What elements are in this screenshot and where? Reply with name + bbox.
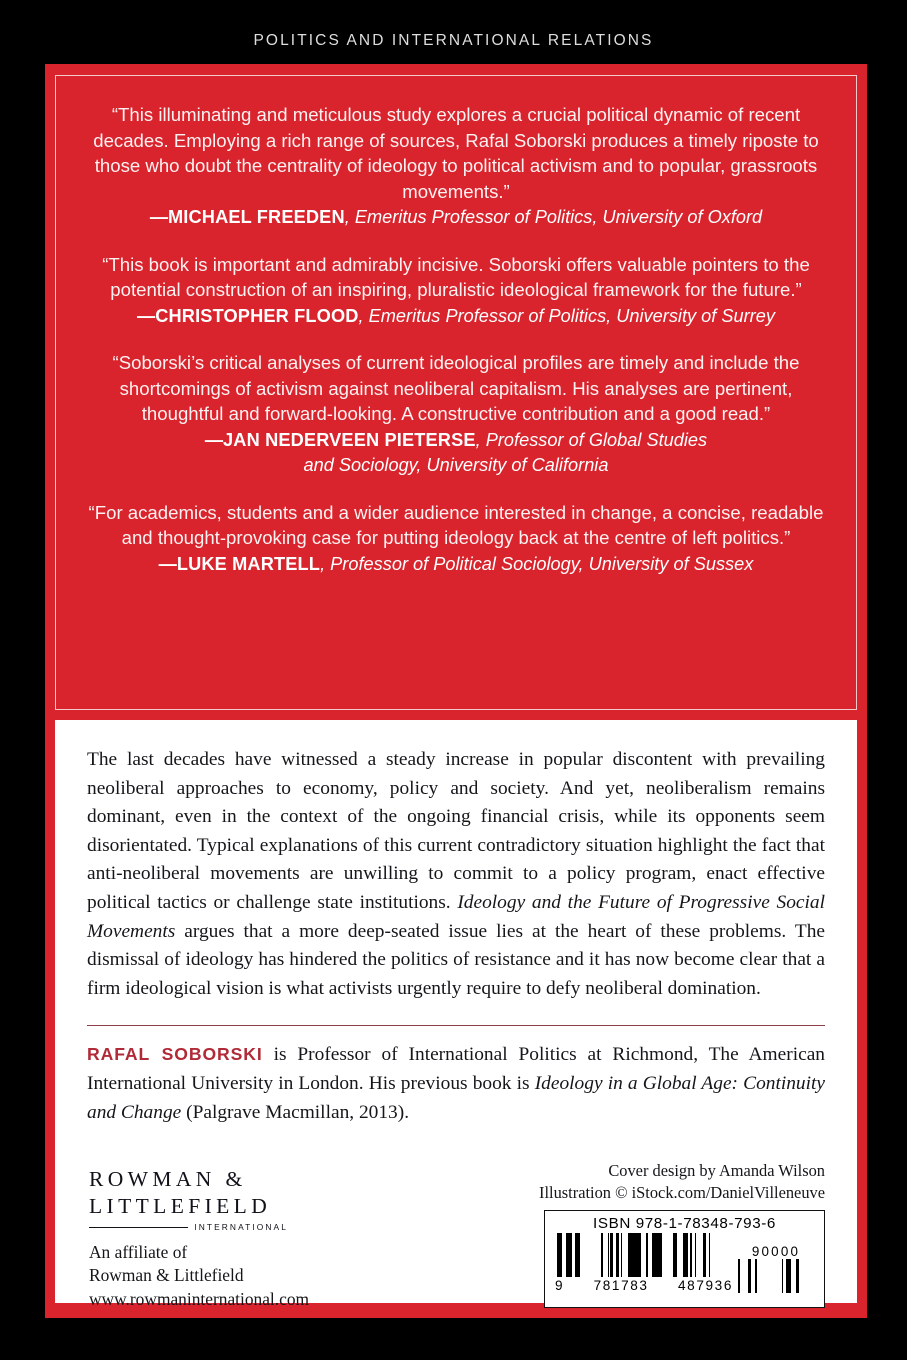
blurb-part2: argues that a more deep-seated issue lies at the heart of these problems. The dismissal of ideology has hindered the politics of resistance and it has now become clear that a firm ideological vision is what activists urgently require to defy neoliberal domination. [87,920,825,999]
author-name: RAFAL SOBORSKI [87,1044,263,1065]
endorser-role-line2: and Sociology, University of California [303,455,609,475]
blurb-book-title: Ideology and the Future of Progressive Social Movements [87,891,825,942]
barcode-addon [738,1245,814,1293]
barcode-digits [555,1277,733,1293]
attribution-dash: — [204,429,224,450]
endorsement-block [82,350,830,479]
bio-previous-book-title: Ideology in a Global Age: Continuity and Change [87,1072,826,1123]
section-divider [87,1025,825,1026]
series-title: POLITICS AND INTERNATIONAL RELATIONS [253,32,654,49]
attribution-dash: — [158,553,177,574]
publisher-logo [89,1166,419,1311]
cover-credits [495,1160,825,1203]
barcode-main [555,1233,733,1293]
red-frame [45,64,867,1318]
bio-part1: is Professor of International Politics at Richmond, The American International University in London. His previous book is [87,1044,825,1094]
affiliate-line2: Rowman & Littlefield [89,1265,244,1286]
barcode-bars-addon [738,1259,814,1293]
endorser-role: , Emeritus Professor of Politics, University of Oxford [344,207,763,227]
endorsement-quote: “For academics, students and a wider audience interested in change, a concise, readable and thought-provoking case for putting ideology back at the centre of left politics.” [88,501,824,548]
description-panel [55,720,857,1309]
cover-design-credit: Cover design by Amanda Wilson [608,1161,825,1180]
endorsements-list [82,102,830,577]
publisher-international-label: INTERNATIONAL [194,1222,288,1232]
endorser-name: CHRISTOPHER FLOOD [155,305,359,326]
blurb-part1: The last decades have witnessed a steady increase in popular discontent with prevailing neoliberal approaches to economy, policy and society. And yet, neoliberalism remains dominant, even in the context of the ongoing financial crisis, while its opponents seem disorientated. Typical explanations of this current contradictory situation highlight the fact that anti-neoliberal movements are unwilling to commit to a policy program, enact effective political tactics or challenge state institutions. [87,749,825,913]
illustration-credit: Illustration © iStock.com/DanielVilleneuve [539,1182,825,1202]
barcode-digit-group2: 487936 [678,1278,733,1293]
attribution-dash: — [137,305,156,326]
barcode-row [555,1233,814,1293]
endorser-name: LUKE MARTELL [176,553,321,574]
publisher-rule [89,1227,188,1228]
endorser-role: , Emeritus Professor of Politics, University of Surrey [358,305,775,326]
endorsement-block [82,252,830,330]
endorser-role: , Professor of Global Studies [475,429,708,450]
endorsement-attribution [82,428,830,479]
attribution-dash: — [149,207,168,227]
affiliate-line1: An affiliate of [89,1242,188,1262]
barcode-addon-number: 90000 [751,1244,801,1259]
cover-footer [87,1160,825,1309]
endorsement-quote: “Soborski’s critical analyses of current ideological profiles are timely and include the shortcomings of activism against neoliberal capitalism. His analyses are pertinent, thoughtful and forward-looking. A constructive contribution and a good read.” [112,352,800,424]
barcode-digit-left: 9 [555,1278,565,1293]
barcode-bars-main [555,1233,733,1277]
endorsement-attribution [82,304,830,330]
publisher-affiliate [89,1241,419,1311]
bio-part2: (Palgrave Macmillan, 2013). [181,1101,410,1123]
isbn-number: ISBN 978-1-78348-793-6 [593,1215,776,1232]
endorsements-panel [55,75,857,710]
endorser-name: MICHAEL FREEDEN [168,207,345,227]
barcode-digit-group1: 781783 [593,1278,649,1293]
endorser-name: JAN NEDERVEEN PIETERSE [223,429,476,450]
endorsement-quote: “This illuminating and meticulous study explores a crucial political dynamic of recent decades. Employing a rich range of sources, Rafal Soborski produces a timely riposte to those who doubt the centrality of ideology to political activism and to popular, grassroots movements.” [93,104,819,202]
author-bio [87,1040,825,1127]
endorsement-block [82,500,830,578]
endorsement-quote: “This book is important and admirably incisive. Soborski offers valuable pointers to the potential construction of an inspiring, pluralistic ideological framework for the future.” [102,253,810,300]
endorsement-attribution [82,205,830,231]
endorsement-block [82,102,830,231]
publisher-name-line1: ROWMAN & [89,1167,247,1191]
publisher-name-line2: LITTLEFIELD [89,1194,272,1218]
publisher-rule-row [89,1222,288,1232]
publisher-website[interactable]: www.rowmaninternational.com [89,1288,310,1309]
endorsement-attribution [82,552,830,578]
isbn-barcode [544,1210,825,1308]
book-blurb [87,746,825,1003]
endorser-role: , Professor of Political Sociology, University of Sussex [320,553,754,574]
